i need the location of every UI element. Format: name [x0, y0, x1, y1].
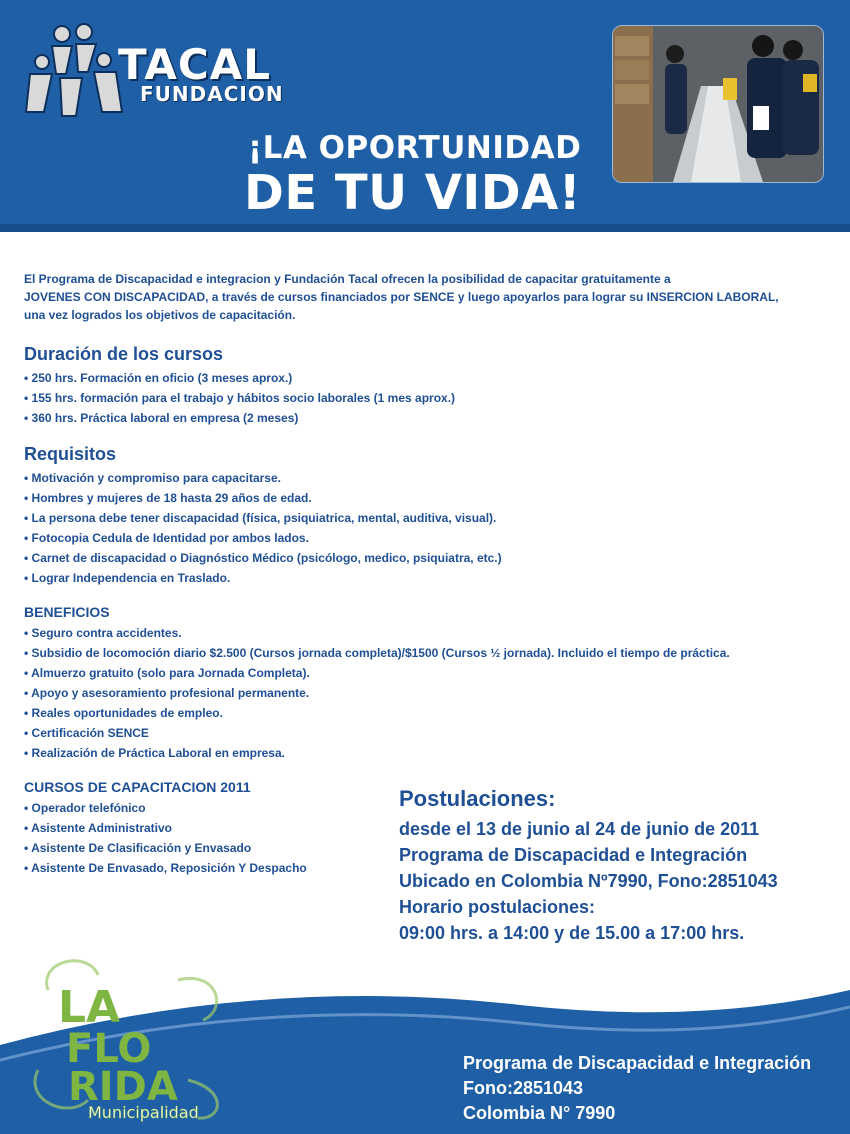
la-florida-word-3: RIDA: [68, 1064, 178, 1110]
tacal-logo-subtitle: FUNDACION: [140, 82, 284, 106]
list-item: • Apoyo y asesoramiento profesional permanente.: [24, 683, 824, 703]
cursos-title: CURSOS DE CAPACITACION 2011: [24, 779, 251, 795]
list-item: • La persona debe tener discapacidad (física, psiquiatrica, mental, auditiva, visual).: [24, 508, 824, 528]
footer-contact: [463, 1051, 811, 1126]
list-item: • Certificación SENCE: [24, 723, 824, 743]
postulaciones-line: Programa de Discapacidad e Integración: [399, 845, 748, 865]
people-figures-icon: [22, 22, 132, 122]
headline-line-1: ¡LA OPORTUNIDAD: [248, 130, 582, 166]
beneficios-list: [24, 623, 824, 763]
list-item: • Lograr Independencia en Traslado.: [24, 568, 824, 588]
postulaciones-block: [399, 786, 778, 946]
footer-line-2: Fono:2851043: [463, 1078, 584, 1098]
list-item: • Fotocopia Cedula de Identidad por ambos lados.: [24, 528, 824, 548]
list-item: • Asistente Administrativo: [24, 818, 824, 838]
list-item: • Subsidio de locomoción diario $2.500 (Cursos jornada completa)/$1500 (Cursos ½ jornada). Incluido el tiempo de práctica.: [24, 643, 824, 663]
requisitos-list: [24, 468, 824, 588]
beneficios-title: BENEFICIOS: [24, 604, 110, 620]
tacal-logo-title: TACAL: [118, 40, 271, 89]
list-item: • Asistente De Envasado, Reposición Y Despacho: [24, 858, 824, 878]
postulaciones-line: desde el 13 de junio al 24 de junio de 2011: [399, 819, 760, 839]
list-item: • Reales oportunidades de empleo.: [24, 703, 824, 723]
list-item: • Asistente De Clasificación y Envasado: [24, 838, 824, 858]
list-item: • Seguro contra accidentes.: [24, 623, 824, 643]
list-item: • 155 hrs. formación para el trabajo y hábitos socio laborales (1 mes aprox.): [24, 388, 824, 408]
footer-line-3: Colombia N° 7990: [463, 1103, 616, 1123]
duracion-title: Duración de los cursos: [24, 344, 224, 364]
intro-paragraph: [24, 270, 824, 324]
list-item: • 250 hrs. Formación en oficio (3 meses aprox.): [24, 368, 824, 388]
workshop-photo-image: [613, 26, 823, 182]
list-item: • Realización de Práctica Laboral en empresa.: [24, 743, 824, 763]
footer-line-1: Programa de Discapacidad e Integración: [463, 1053, 812, 1073]
headline-line-2: DE TU VIDA!: [244, 165, 582, 221]
list-item: • Operador telefónico: [24, 798, 824, 818]
postulaciones-title: Postulaciones:: [399, 786, 556, 811]
intro-line-3: una vez logrados los objetivos de capacitación.: [24, 308, 296, 322]
requisitos-title: Requisitos: [24, 444, 117, 464]
list-item: • 360 hrs. Práctica laboral en empresa (2 meses): [24, 408, 824, 428]
postulaciones-line: Horario postulaciones:: [399, 897, 596, 917]
postulaciones-line: Ubicado en Colombia Nº7990, Fono:2851043: [399, 871, 778, 891]
workers-photo: [612, 25, 824, 183]
list-item: • Almuerzo gratuito (solo para Jornada Completa).: [24, 663, 824, 683]
intro-line-2: JOVENES CON DISCAPACIDAD, a través de cursos financiados por SENCE y luego apoyarlos para lograr su INSERCION LABORAL,: [24, 290, 779, 304]
list-item: • Motivación y compromiso para capacitarse.: [24, 468, 824, 488]
la-florida-word-2: FLO: [66, 1026, 152, 1072]
la-florida-logo: [28, 950, 238, 1125]
la-florida-word-4: Municipalidad: [88, 1103, 199, 1122]
duracion-list: [24, 368, 824, 428]
la-florida-word-1: LA: [58, 982, 121, 1033]
intro-line-1: El Programa de Discapacidad e integracion y Fundación Tacal ofrecen la posibilidad de capacitar gratuitamente a: [24, 272, 671, 286]
tacal-logo: [22, 22, 282, 132]
postulaciones-line: 09:00 hrs. a 14:00 y de 15.00 a 17:00 hrs.: [399, 923, 745, 943]
list-item: • Carnet de discapacidad o Diagnóstico Médico (psicólogo, medico, psiquiatra, etc.): [24, 548, 824, 568]
header-banner: [0, 0, 850, 232]
list-item: • Hombres y mujeres de 18 hasta 29 años de edad.: [24, 488, 824, 508]
